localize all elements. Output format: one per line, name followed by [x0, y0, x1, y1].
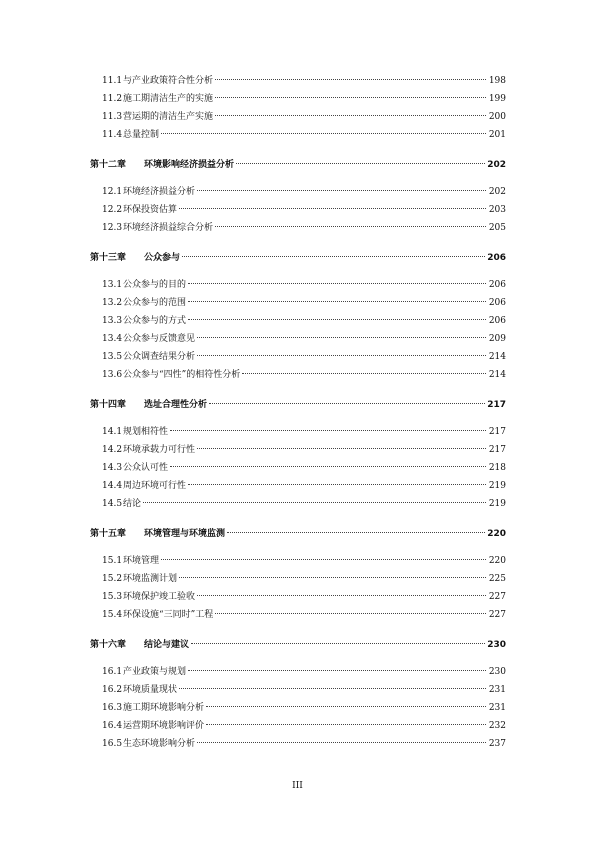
toc-entry-11-4[interactable]	[90, 126, 506, 144]
toc-entry-13-2[interactable]	[90, 294, 506, 312]
section-number: 11.2	[102, 94, 123, 104]
section-number: 16.3	[102, 703, 123, 713]
chapter-title: 环境管理与环境监测	[144, 529, 226, 539]
page-number: 206	[488, 280, 506, 290]
toc-entry-13-6[interactable]	[90, 366, 506, 384]
section-number: 15.2	[102, 574, 123, 584]
dot-leader	[206, 724, 486, 725]
toc-entry-14-2[interactable]	[90, 441, 506, 459]
section-number: 11.1	[102, 76, 123, 86]
section-number: 15.4	[102, 610, 123, 620]
toc-entry-14-5[interactable]	[90, 495, 506, 513]
section-number: 16.2	[102, 685, 123, 695]
page-number: 237	[488, 739, 506, 749]
section-number: 12.2	[102, 205, 123, 215]
section-title: 生态环境影响分析	[123, 739, 196, 749]
section-title: 环境经济损益综合分析	[123, 223, 214, 233]
section-title: 环境质量现状	[123, 685, 178, 695]
section-number: 13.6	[102, 370, 123, 380]
dot-leader	[188, 670, 486, 671]
dot-leader	[197, 595, 486, 596]
toc-entry-15-1[interactable]	[90, 552, 506, 570]
toc-entry-13-4[interactable]	[90, 330, 506, 348]
toc-entry-12-1[interactable]	[90, 183, 506, 201]
toc-entry-16-2[interactable]	[90, 681, 506, 699]
page-number: 232	[488, 721, 506, 731]
dot-leader	[197, 448, 486, 449]
page-number: 209	[488, 334, 506, 344]
toc-entry-11-3[interactable]	[90, 108, 506, 126]
section-number: 14.5	[102, 499, 123, 509]
chapter-title: 选址合理性分析	[144, 400, 208, 410]
dot-leader	[215, 97, 486, 98]
page-number: 219	[488, 481, 506, 491]
section-number: 16.5	[102, 739, 123, 749]
dot-leader	[209, 403, 485, 404]
page-number: 227	[488, 610, 506, 620]
page-number: 227	[488, 592, 506, 602]
section-title: 环境承载力可行性	[123, 445, 196, 455]
toc-entry-16-3[interactable]	[90, 699, 506, 717]
chapter-number: 第十三章	[90, 253, 127, 263]
section-number: 12.3	[102, 223, 123, 233]
toc-entry-14-3[interactable]	[90, 459, 506, 477]
section-title: 公众认可性	[123, 463, 169, 473]
toc-entry-14-1[interactable]	[90, 423, 506, 441]
page-number: 203	[488, 205, 506, 215]
toc-entry-16-4[interactable]	[90, 717, 506, 735]
section-number: 16.4	[102, 721, 123, 731]
toc-entry-13-5[interactable]	[90, 348, 506, 366]
toc-chapter-14[interactable]	[90, 396, 506, 414]
dot-leader	[242, 373, 486, 374]
page-number: 217	[488, 427, 506, 437]
dot-leader	[206, 706, 486, 707]
toc-entry-14-4[interactable]	[90, 477, 506, 495]
page-footer-number: III	[292, 781, 303, 791]
page-number: 199	[488, 94, 506, 104]
dot-leader	[170, 430, 486, 431]
page-number: 220	[487, 529, 506, 539]
page-number: 205	[488, 223, 506, 233]
page-number: 218	[488, 463, 506, 473]
section-number: 14.2	[102, 445, 123, 455]
toc-entry-16-5[interactable]	[90, 735, 506, 753]
section-number: 15.3	[102, 592, 123, 602]
page-number: 202	[487, 160, 506, 170]
section-title: 公众调查结果分析	[123, 352, 196, 362]
section-title: 施工期环境影响分析	[123, 703, 205, 713]
toc-entry-15-2[interactable]	[90, 570, 506, 588]
chapter-title: 环境影响经济损益分析	[144, 160, 235, 170]
toc-chapter-16[interactable]	[90, 636, 506, 654]
dot-leader	[215, 226, 486, 227]
dot-leader	[179, 577, 486, 578]
section-title: 运营期环境影响评价	[123, 721, 205, 731]
section-title: 结论	[123, 499, 142, 509]
dot-leader	[179, 208, 486, 209]
toc-entry-12-2[interactable]	[90, 201, 506, 219]
chapter-title: 公众参与	[144, 253, 181, 263]
page-number: 230	[488, 667, 506, 677]
section-number: 11.4	[102, 130, 123, 140]
section-title: 规划相符性	[123, 427, 169, 437]
toc-entry-16-1[interactable]	[90, 663, 506, 681]
page-number: 201	[488, 130, 506, 140]
section-title: 环境监测计划	[123, 574, 178, 584]
chapter-number: 第十五章	[90, 529, 127, 539]
dot-leader	[188, 283, 486, 284]
table-of-contents	[90, 72, 506, 753]
page-number: 206	[487, 253, 506, 263]
dot-leader	[197, 355, 486, 356]
dot-leader	[188, 484, 486, 485]
toc-chapter-15[interactable]	[90, 525, 506, 543]
toc-entry-11-1[interactable]	[90, 72, 506, 90]
dot-leader	[215, 115, 486, 116]
dot-leader	[197, 190, 486, 191]
page-number: 214	[488, 352, 506, 362]
page-number: 230	[487, 640, 506, 650]
chapter-title: 结论与建议	[144, 640, 190, 650]
page-number: 231	[488, 703, 506, 713]
section-number: 14.3	[102, 463, 123, 473]
toc-entry-13-3[interactable]	[90, 312, 506, 330]
page-number: 220	[488, 556, 506, 566]
dot-leader	[188, 319, 486, 320]
section-number: 14.4	[102, 481, 123, 491]
dot-leader	[161, 559, 486, 560]
section-title: 环境保护竣工验收	[123, 592, 196, 602]
section-number: 13.3	[102, 316, 123, 326]
section-title: 环境经济损益分析	[123, 187, 196, 197]
page-number: 200	[488, 112, 506, 122]
section-number: 11.3	[102, 112, 123, 122]
dot-leader	[197, 742, 486, 743]
page-number: 225	[488, 574, 506, 584]
chapter-number: 第十六章	[90, 640, 127, 650]
dot-leader	[143, 502, 486, 503]
section-title: 周边环境可行性	[123, 481, 187, 491]
section-number: 14.1	[102, 427, 123, 437]
dot-leader	[161, 133, 486, 134]
dot-leader	[197, 337, 486, 338]
dot-leader	[182, 256, 485, 257]
section-title: 与产业政策符合性分析	[123, 76, 214, 86]
section-title: 环保设施“三同时”工程	[123, 610, 214, 620]
section-number: 13.4	[102, 334, 123, 344]
toc-chapter-13[interactable]	[90, 249, 506, 267]
section-number: 12.1	[102, 187, 123, 197]
page-number: 214	[488, 370, 506, 380]
dot-leader	[179, 688, 486, 689]
section-number: 15.1	[102, 556, 123, 566]
section-number: 13.5	[102, 352, 123, 362]
dot-leader	[188, 301, 486, 302]
section-title: 施工期清洁生产的实施	[123, 94, 214, 104]
page-number: 202	[488, 187, 506, 197]
section-title: 公众参与的范围	[123, 298, 187, 308]
toc-entry-11-2[interactable]	[90, 90, 506, 108]
section-title: 总量控制	[123, 130, 160, 140]
dot-leader	[236, 163, 485, 164]
toc-entry-15-3[interactable]	[90, 588, 506, 606]
section-title: 公众参与的方式	[123, 316, 187, 326]
page-number: 206	[488, 316, 506, 326]
page-number: 198	[488, 76, 506, 86]
toc-entry-12-3[interactable]	[90, 219, 506, 237]
dot-leader	[215, 79, 486, 80]
toc-chapter-12[interactable]	[90, 156, 506, 174]
section-title: 环境管理	[123, 556, 160, 566]
dot-leader	[227, 532, 485, 533]
section-title: 公众参与的目的	[123, 280, 187, 290]
page-number: 231	[488, 685, 506, 695]
page-number: 219	[488, 499, 506, 509]
section-title: 环保投资估算	[123, 205, 178, 215]
section-number: 16.1	[102, 667, 123, 677]
dot-leader	[191, 643, 485, 644]
dot-leader	[215, 613, 486, 614]
page-number: 217	[488, 445, 506, 455]
section-number: 13.1	[102, 280, 123, 290]
toc-entry-13-1[interactable]	[90, 276, 506, 294]
page-number: 206	[488, 298, 506, 308]
section-title: 营运期的清洁生产实施	[123, 112, 214, 122]
section-title: 公众参与“四性”的相符性分析	[123, 370, 241, 380]
section-title: 产业政策与规划	[123, 667, 187, 677]
page-number: 217	[487, 400, 506, 410]
section-title: 公众参与反馈意见	[123, 334, 196, 344]
toc-entry-15-4[interactable]	[90, 606, 506, 624]
chapter-number: 第十四章	[90, 400, 127, 410]
dot-leader	[170, 466, 486, 467]
section-number: 13.2	[102, 298, 123, 308]
chapter-number: 第十二章	[90, 160, 127, 170]
